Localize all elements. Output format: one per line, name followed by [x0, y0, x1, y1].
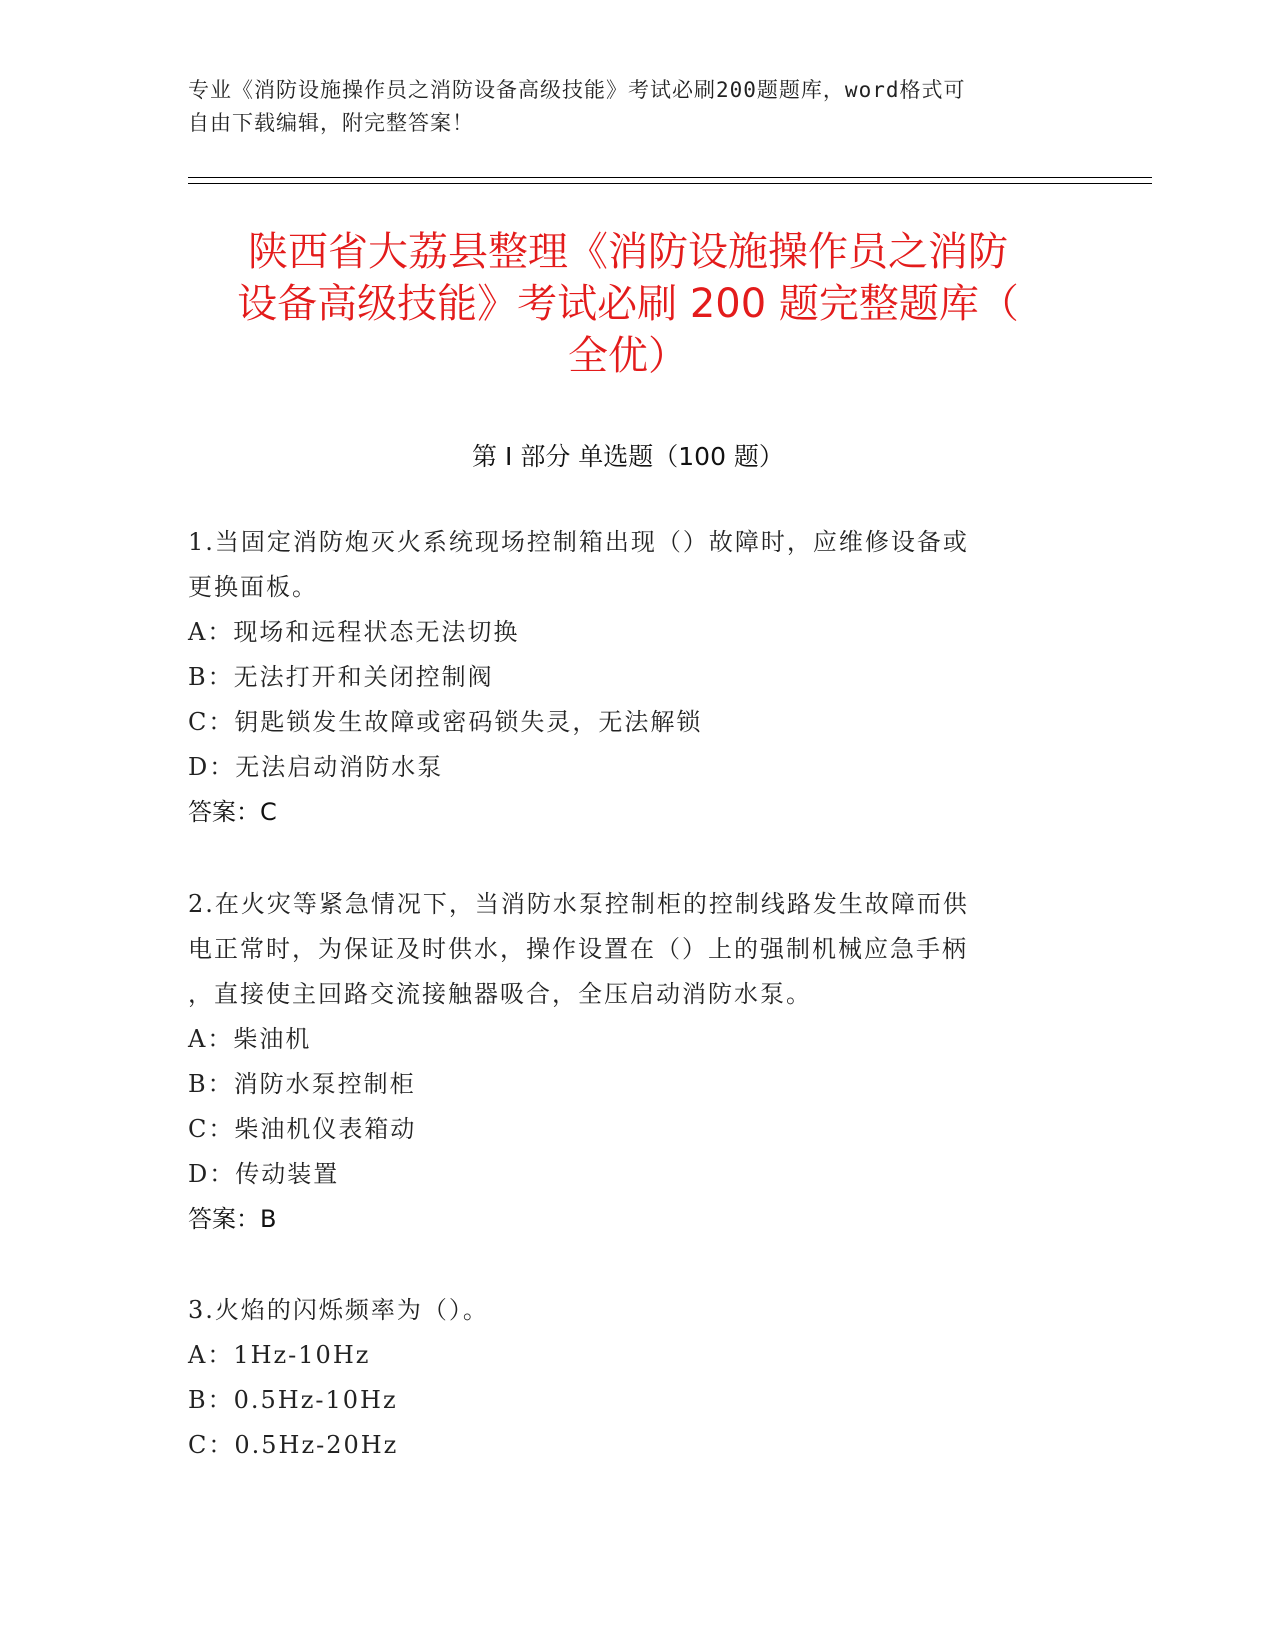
- question-stem: 1.当固定消防炮灭火系统现场控制箱出现（）故障时，应维修设备或: [188, 528, 969, 556]
- header-note-line: 专业《消防设施操作员之消防设备高级技能》考试必刷200题题库，word格式可: [188, 78, 966, 102]
- option-b: B：无法打开和关闭控制阀: [188, 663, 494, 691]
- option-d: D：无法启动消防水泵: [188, 753, 444, 781]
- title-line: 陕西省大荔县整理《消防设施操作员之消防: [248, 229, 1008, 275]
- option-c: C：0.5Hz-20Hz: [188, 1431, 399, 1459]
- title-line: 设备高级技能》考试必刷 200 题完整题库（: [237, 281, 1019, 327]
- option-a: A：现场和远程状态无法切换: [188, 618, 520, 646]
- header-divider: [188, 177, 1152, 178]
- option-a: A：柴油机: [188, 1025, 312, 1053]
- option-c: C：柴油机仪表箱动: [188, 1115, 417, 1143]
- answer: 答案：C: [188, 798, 277, 826]
- question-stem: 3.火焰的闪烁频率为（）。: [188, 1296, 489, 1324]
- title-line: 全优）: [568, 333, 688, 379]
- option-b: B：0.5Hz-10Hz: [188, 1386, 398, 1414]
- section-title: 第 I 部分 单选题（100 题）: [472, 442, 784, 471]
- header-divider: [188, 183, 1152, 184]
- question-1: [188, 520, 1068, 835]
- header-note-line: 自由下载编辑，附完整答案！: [188, 111, 474, 135]
- header-note: [188, 74, 1068, 140]
- option-d: D：传动装置: [188, 1160, 340, 1188]
- option-a: A：1Hz-10Hz: [188, 1341, 371, 1369]
- option-b: B：消防水泵控制柜: [188, 1070, 416, 1098]
- answer: 答案：B: [188, 1205, 277, 1233]
- question-stem: 2.在火灾等紧急情况下，当消防水泵控制柜的控制线路发生故障而供: [188, 890, 969, 918]
- question-stem: 更换面板。: [188, 573, 318, 601]
- question-stem: 电正常时，为保证及时供水，操作设置在（）上的强制机械应急手柄: [188, 935, 968, 963]
- option-c: C：钥匙锁发生故障或密码锁失灵，无法解锁: [188, 708, 703, 736]
- question-stem: ，直接使主回路交流接触器吸合，全压启动消防水泵。: [188, 980, 812, 1008]
- page-title: [188, 226, 1068, 382]
- question-2: [188, 882, 1068, 1242]
- question-3: [188, 1288, 1068, 1468]
